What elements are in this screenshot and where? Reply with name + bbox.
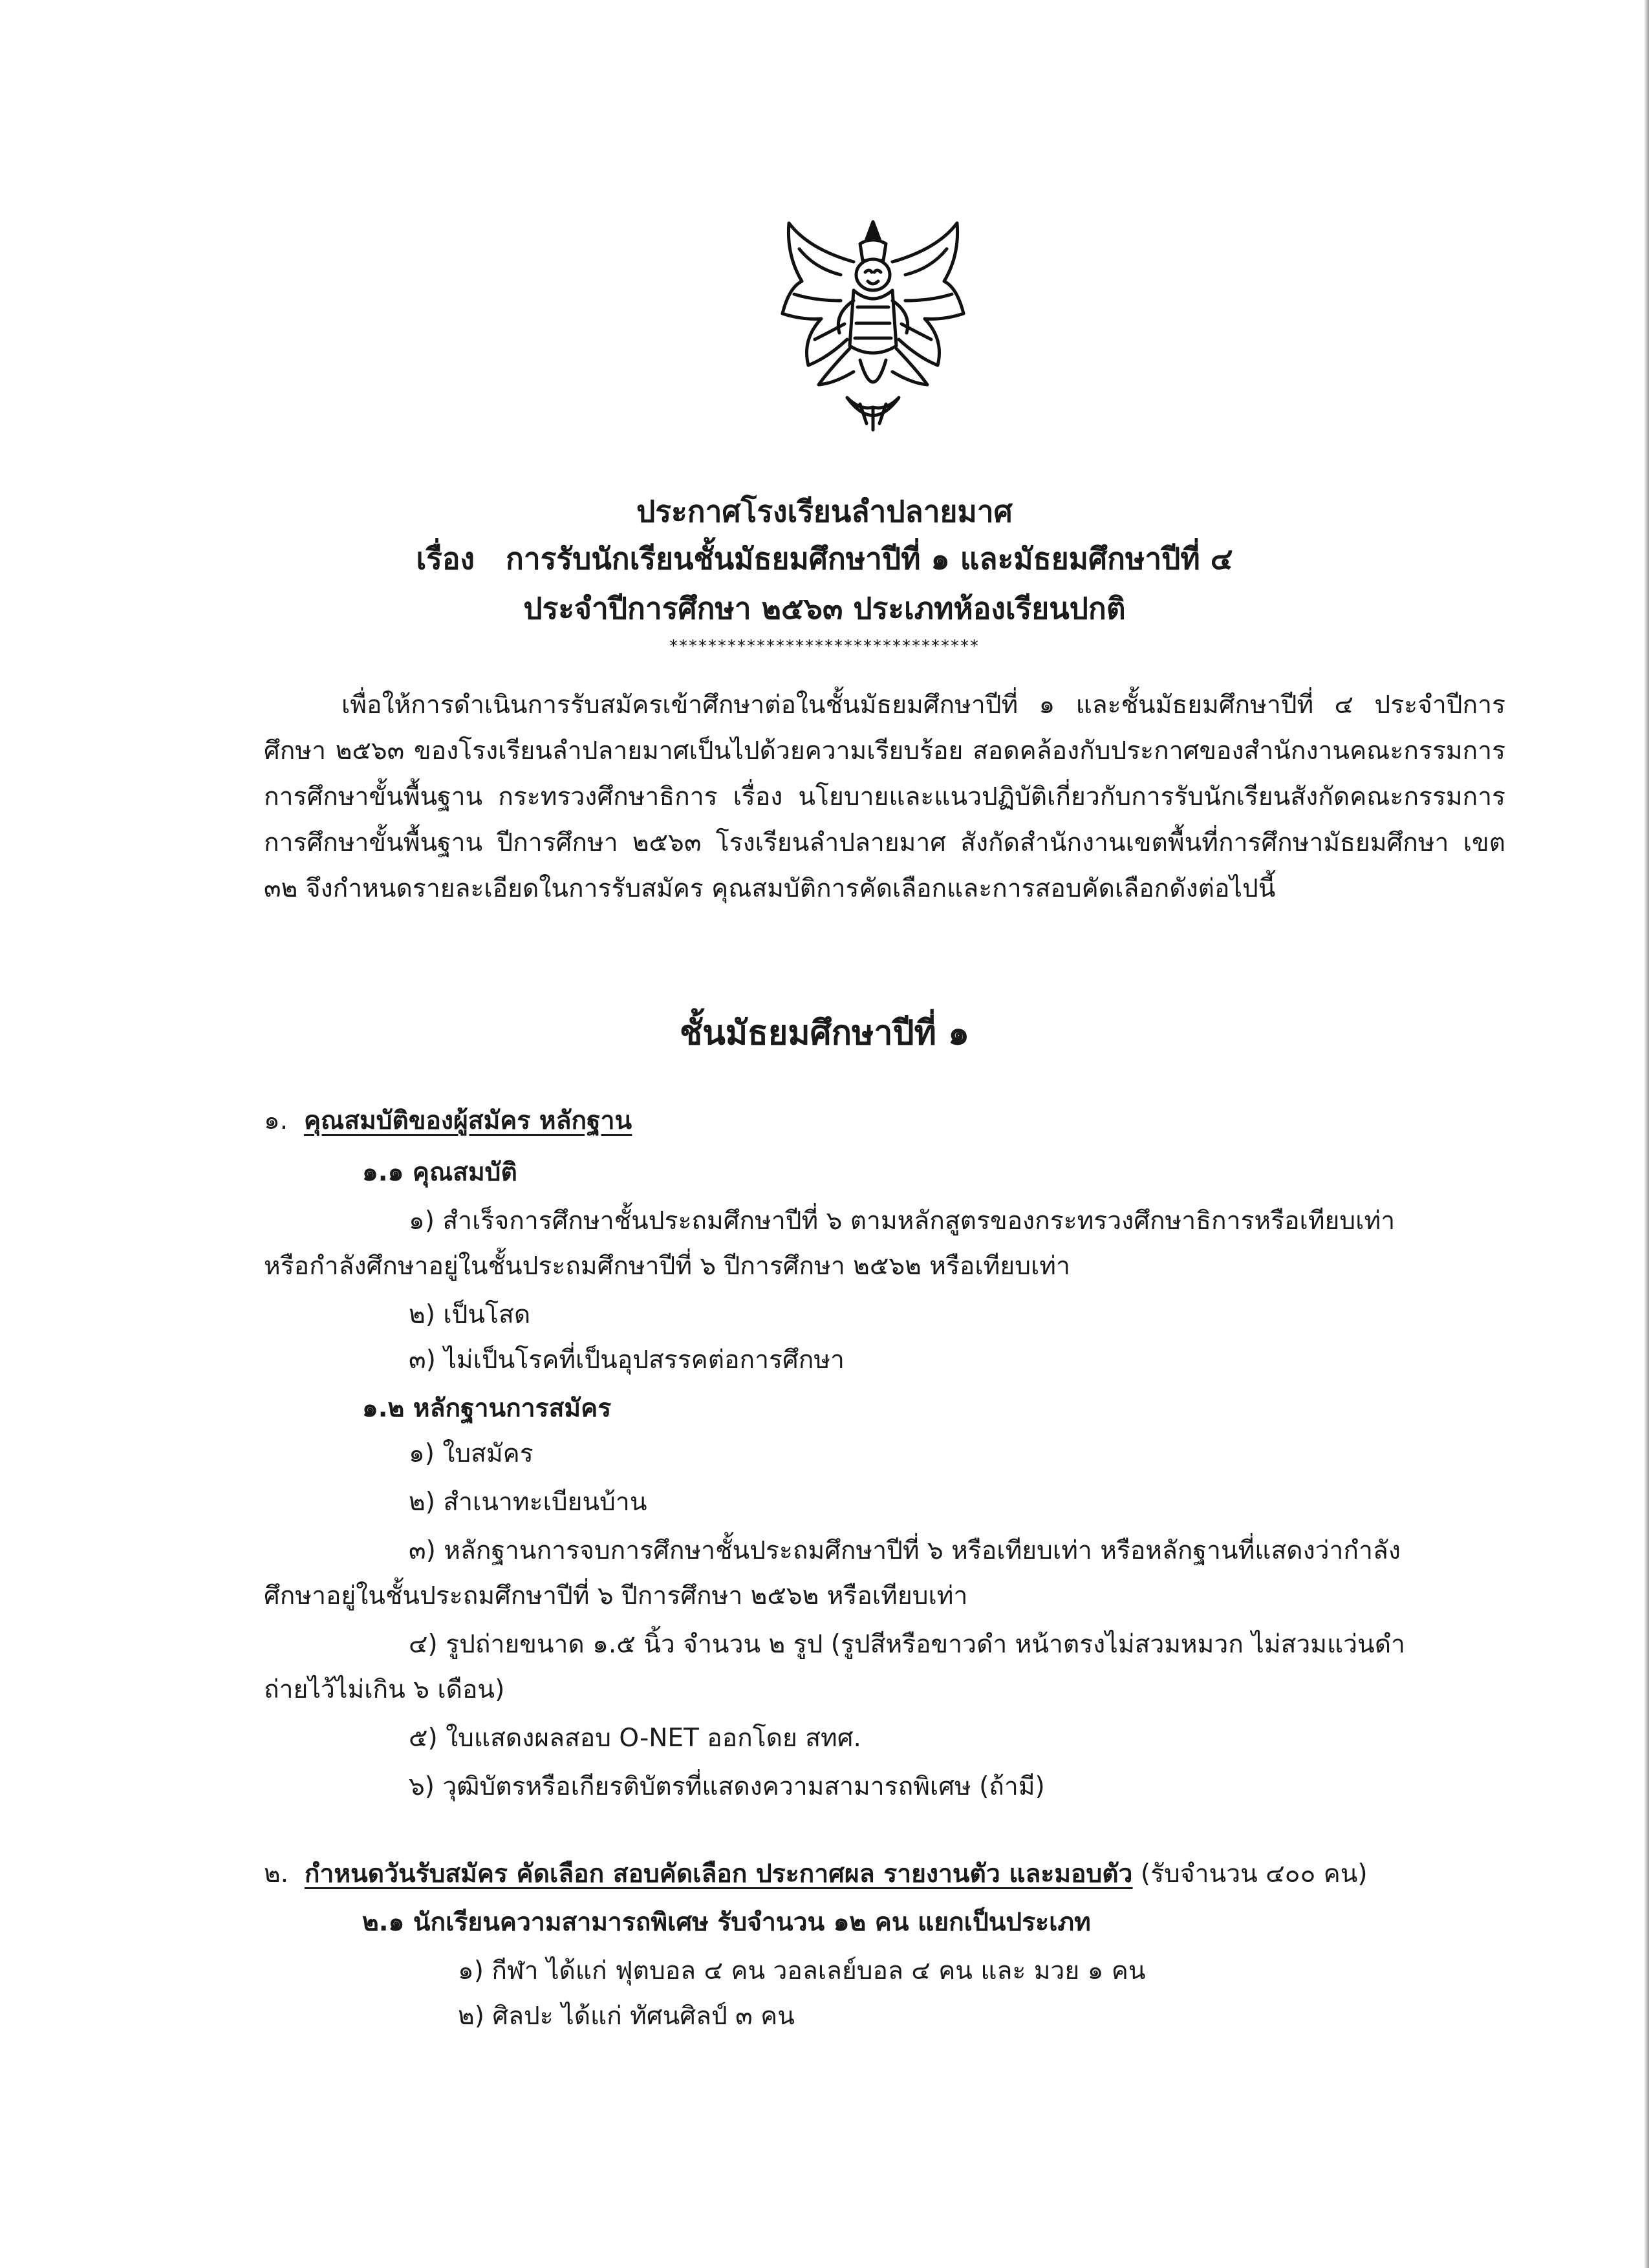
section-title: ชั้นมัธยมศึกษาปีที่ ๑ [680,1014,969,1053]
s2-sub1-title: ๒.๑ นักเรียนความสามารถพิเศษ รับจำนวน ๑๒ คน แยกเป็นประเภท [362,1908,1091,1937]
s2-heading [264,1859,1368,1890]
s2-title: กำหนดวันรับสมัคร คัดเลือก สอบคัดเลือก ประกาศผล รายงานตัว และมอบตัว [304,1859,1133,1888]
qualification-item-1: ๑) สำเร็จการศึกษาชั้นประถมศึกษาปีที่ ๖ ตามหลักสูตรของกระทรวงศึกษาธิการหรือเทียบเท่า [409,1206,1396,1236]
qualification-item-2: ๒) เป็นโสด [409,1300,531,1329]
s2-number: ๒. [264,1859,289,1888]
document-item-6: ๖) วุฒิบัตรหรือเกียรติบัตรที่แสดงความสามารถพิเศษ (ถ้ามี) [409,1772,1045,1801]
talent-item-2: ๒) ศิลปะ ได้แก่ ทัศนศิลป์ ๓ คน [458,2002,795,2031]
document-item-2: ๒) สำเนาทะเบียนบ้าน [409,1488,647,1517]
subject-text: การรับนักเรียนชั้นมัธยมศึกษาปีที่ ๑ และมัธยมศึกษาปีที่ ๔ [506,541,1233,576]
announcement-year-line: ประจำปีการศึกษา ๒๕๖๓ ประเภทห้องเรียนปกติ [523,591,1126,626]
document-item-5: ๕) ใบแสดงผลสอบ O-NET ออกโดย สทศ. [409,1724,861,1753]
intro-paragraph [264,682,1505,912]
document-item-4-cont: ถ่ายไว้ไม่เกิน ๖ เดือน) [264,1675,505,1704]
announcement-subject [0,535,1649,583]
s1-sub2-title: ๑.๒ หลักฐานการสมัคร [362,1394,612,1423]
document-item-3: ๓) หลักฐานการจบการศึกษาชั้นประถมศึกษาปีที่ ๖ หรือเทียบเท่า หรือหลักฐานที่แสดงว่ากำลัง [409,1536,1401,1565]
title-separator: ******************************** [669,637,980,656]
s1-heading [264,1106,632,1137]
intro-text: เพื่อให้การดำเนินการรับสมัครเข้าศึกษาต่อในชั้นมัธยมศึกษาปีที่ ๑ และชั้นมัธยมศึกษาปีที่ ๔ ประจำปีการศึกษา ๒๕๖๓ ของโรงเรียนลำปลายมาศเป็นไปด้วยความเรียบร้อย สอดคล้องกับประกาศของสำนักงานคณะกรรมการการศึกษาขั้นพื้นฐาน กระทรวงศึกษาธิการ เรื่อง นโยบายและแนวปฏิบัติเกี่ยวกับการรับนักเรียนสังกัดคณะกรรมการการศึกษาขั้นพื้นฐาน ปีการศึกษา ๒๕๖๓ โรงเรียนลำปลายมาศ สังกัดสำนักงานเขตพื้นที่การศึกษามัธยมศึกษา เขต ๓๒ จึงกำหนดรายละเอียดในการรับสมัคร คุณสมบัติการคัดเลือกและการสอบคัดเลือกดังต่อไปนี้ [264,690,1505,903]
qualification-item-1-cont: หรือกำลังศึกษาอยู่ในชั้นประถมศึกษาปีที่ ๖ ปีการศึกษา ๒๕๖๒ หรือเทียบเท่า [264,1252,1070,1281]
subject-label: เรื่อง [416,541,475,576]
announcement-title: ประกาศโรงเรียนลำปลายมาศ [636,494,1013,529]
garuda-emblem-icon [763,210,983,443]
document-item-4: ๔) รูปถ่ายขนาด ๑.๕ นิ้ว จำนวน ๒ รูป (รูปสีหรือขาวดำ หน้าตรงไม่สวมหมวก ไม่สวมแว่นดำ [409,1630,1405,1659]
s2-note: (รับจำนวน ๔๐๐ คน) [1140,1859,1368,1888]
qualification-item-3: ๓) ไม่เป็นโรคที่เป็นอุปสรรคต่อการศึกษา [409,1345,845,1375]
document-item-1: ๑) ใบสมัคร [409,1439,534,1468]
talent-item-1: ๑) กีฬา ได้แก่ ฟุตบอล ๔ คน วอลเลย์บอล ๔ คน และ มวย ๑ คน [458,1956,1146,1985]
s1-sub1-title: ๑.๑ คุณสมบัติ [362,1158,517,1187]
document-item-3-cont: ศึกษาอยู่ในชั้นประถมศึกษาปีที่ ๖ ปีการศึกษา ๒๕๖๒ หรือเทียบเท่า [264,1581,968,1610]
scan-edge [1644,0,1649,2268]
s1-title: คุณสมบัติของผู้สมัคร หลักฐาน [303,1106,632,1135]
s1-number: ๑. [264,1106,288,1135]
